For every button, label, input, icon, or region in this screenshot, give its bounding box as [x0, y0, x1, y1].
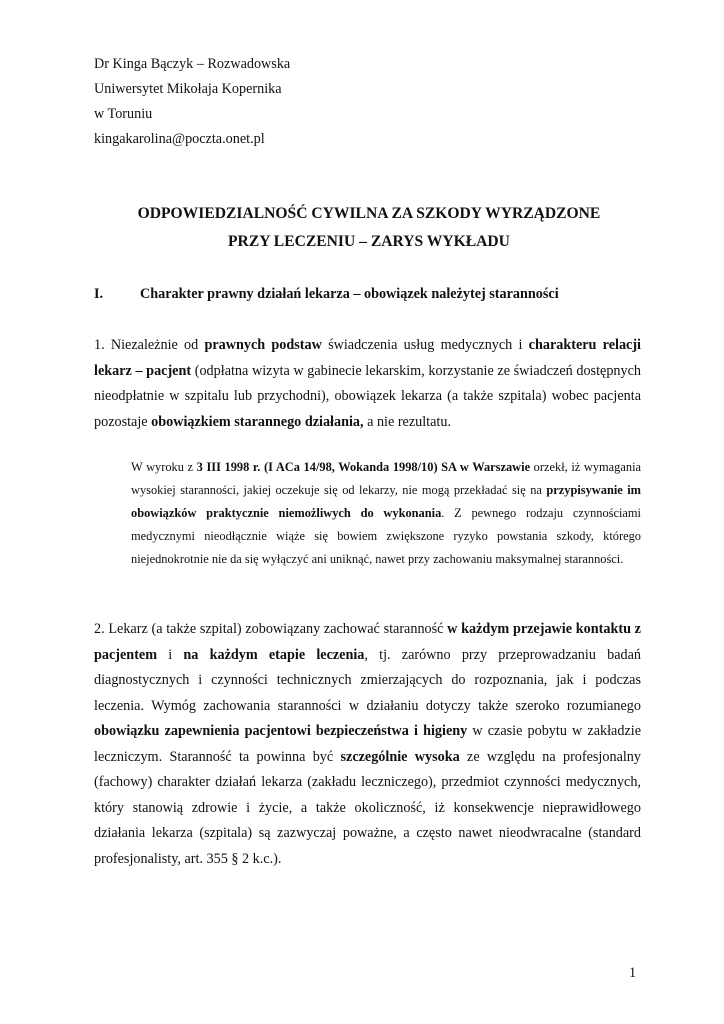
paragraph-2-emphasis: w każdym przejawie kontaktu z pacjentem — [94, 621, 641, 663]
title-line-2: PRZY LECZENIU – ZARYS WYKŁADU — [228, 233, 510, 250]
quote-emphasis: przypisywanie im obowiązków praktycznie niemożliwych do wykonania — [131, 483, 641, 520]
quote-emphasis: 3 III 1998 r. (I ACa 14/98, Wokanda 1998/10) SA w Warszawie — [196, 460, 531, 474]
paragraph-2-text: ze względu na profesjonalny (fachowy) charakter działań lekarza (zakładu leczniczego), przedmiot czynności medycznych, który stanowią zdrowie i życie, a także okoliczność, iż konsekwencje nieprawidłowego działania lekarza (szpitala) są zazwyczaj poważne, a często nawet nieodwracalne (standard profesjonalisty, art. 355 § 2 k.c.). — [94, 748, 641, 867]
title-line-1: ODPOWIEDZIALNOŚĆ CYWILNA ZA SZKODY WYRZĄDZONE — [137, 205, 601, 222]
section-heading — [94, 286, 559, 303]
paragraph-2 — [94, 617, 641, 872]
paragraph-2-text: 2. Lekarz (a także szpital) zobowiązany zachować staranność — [94, 621, 448, 637]
section-title: Charakter prawny działań lekarza – obowiązek należytej staranności — [140, 286, 559, 302]
paragraph-1-emphasis: charakteru relacji lekarz – pacjent — [94, 337, 642, 379]
paragraph-1 — [94, 333, 641, 435]
paragraph-2-emphasis: szczególnie wysoka — [340, 748, 460, 765]
document-title — [94, 200, 644, 256]
author-city: w Toruniu — [94, 106, 153, 122]
paragraph-1-emphasis: obowiązkiem starannego działania, — [151, 413, 364, 430]
quote-text: . Z pewnego rodzaju czynnościami medycznymi nieodłącznie wiąże się bowiem zwiększone ryzyko powstania szkody, którego niejednokrotnie nie da się wyłączyć ani uniknąć, nawet przy zachowaniu maksymalnej staranności. — [131, 506, 641, 566]
quote-text: W wyroku z — [131, 460, 197, 474]
paragraph-2-text: w czasie pobytu w zakładzie leczniczym. Staranność ta powinna być — [94, 723, 641, 765]
quote-text: orzekł, iż wymagania wysokiej staranności, jakiej oczekuje się od lekarzy, nie mogą przekładać się na — [131, 460, 642, 497]
paragraph-2-emphasis: obowiązku zapewnienia pacjentowi bezpieczeństwa i higieny — [94, 723, 468, 739]
court-ruling-quote — [131, 456, 641, 571]
section-number: I. — [94, 286, 104, 302]
paragraph-2-text: , tj. zarówno przy przeprowadzaniu badań diagnostycznych i czynności technicznych zmierzających do rozpoznania, jak i podczas leczenia. Wymóg zachowania staranności w działaniu dotyczy także szeroko rozumianego — [94, 646, 641, 714]
author-email[interactable]: kingakarolina@poczta.onet.pl — [94, 131, 265, 147]
page-number: 1 — [629, 965, 637, 981]
paragraph-2-emphasis: na każdym etapie leczenia — [183, 646, 365, 663]
paragraph-1-text: świadczenia usług medycznych i — [321, 337, 529, 353]
author-name: Dr Kinga Bączyk – Rozwadowska — [94, 56, 291, 72]
paragraph-1-text: (odpłatna wizyta w gabinecie lekarskim, korzystanie ze świadczeń dostępnych nieodpłatnie w szpitalu lub przychodni), obowiązek lekarza (a także szpitala) wobec pacjenta pozostaje — [94, 362, 641, 430]
author-institution: Uniwersytet Mikołaja Kopernika — [94, 81, 282, 97]
paragraph-1-text: 1. Niezależnie od — [94, 337, 205, 353]
paragraph-1-emphasis: prawnych podstaw — [204, 337, 322, 353]
author-block — [94, 52, 290, 152]
paragraph-2-text: i — [157, 646, 184, 663]
paragraph-1-text: a nie rezultatu. — [363, 413, 452, 430]
